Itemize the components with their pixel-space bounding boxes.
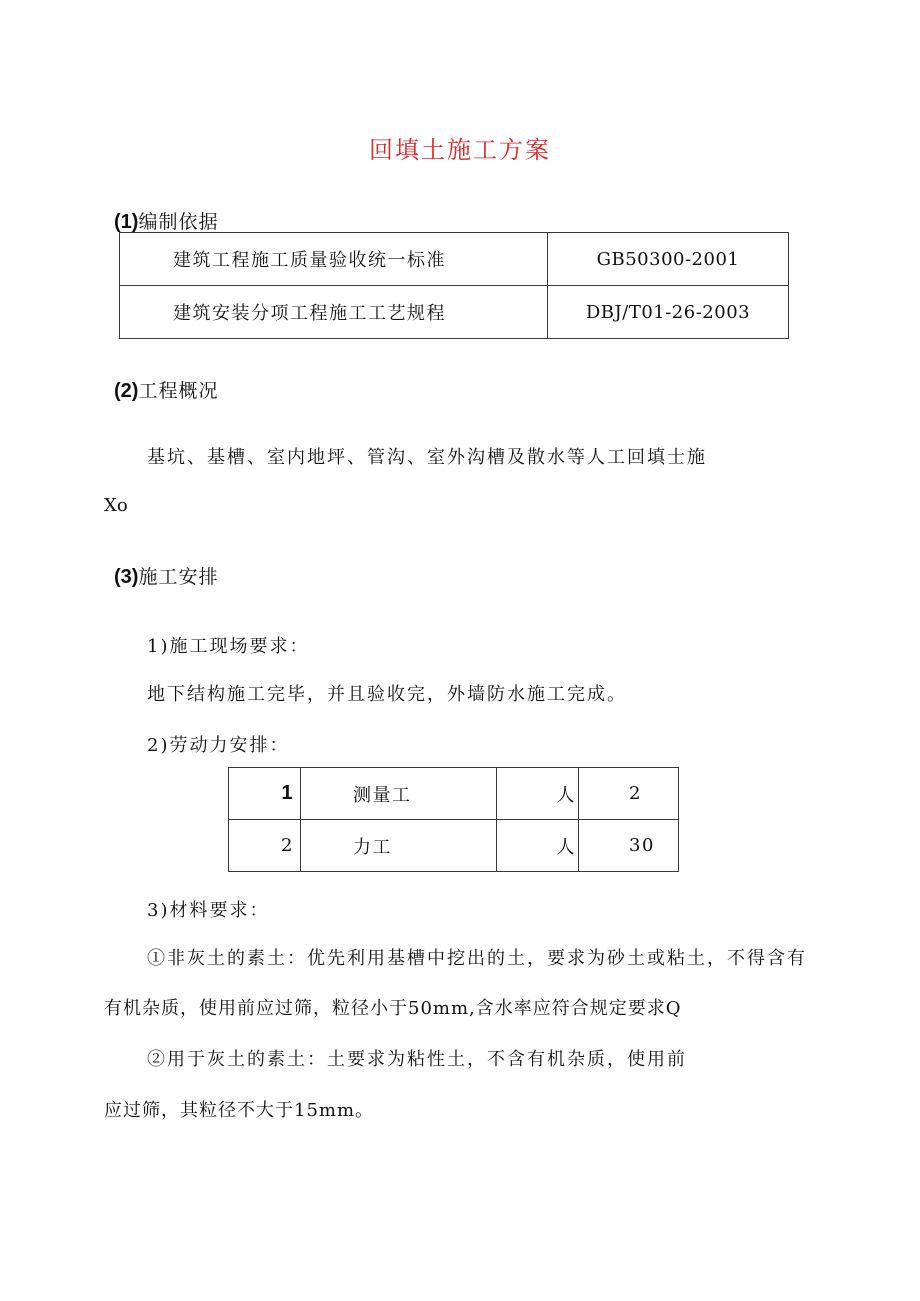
- section-1-number: (1): [114, 211, 139, 233]
- section-2-title: 工程概况: [138, 380, 219, 402]
- table-row: [120, 286, 789, 339]
- standard-code: GB50300-2001: [548, 233, 789, 286]
- site-requirement-label: 1)施工现场要求：: [147, 636, 310, 657]
- overview-text-line-1: 基坑、基槽、室内地坪、管沟、室外沟槽及散水等人工回填士施: [147, 447, 707, 468]
- labor-no: 2: [229, 820, 301, 872]
- page-title: 回填土施工方案: [369, 136, 551, 164]
- labor-trade: 测量工: [301, 768, 497, 820]
- site-requirement-text: 地下结构施工完毕，并且验收完，外墙防水施工完成。: [147, 684, 627, 705]
- material-label: 3)材料要求：: [147, 900, 270, 921]
- table-row: [229, 820, 679, 872]
- table-row: [120, 233, 789, 286]
- labor-table: [228, 767, 679, 872]
- section-3-title: 施工安排: [138, 566, 219, 588]
- labor-count: 2: [579, 768, 679, 820]
- section-2-number: (2): [114, 380, 139, 402]
- material-2-line-1: ②用于灰土的素土：土要求为粘性土，不含有机杂质，使用前: [147, 1049, 687, 1070]
- labor-trade: 力工: [301, 820, 497, 872]
- section-1-title: 编制依据: [138, 211, 219, 233]
- labor-count: 30: [579, 820, 679, 872]
- table-row: [229, 768, 679, 820]
- section-2-heading: [114, 376, 218, 403]
- section-3-heading: [114, 562, 218, 589]
- material-2-line-2: 应过筛，其粒径不大于15mm。: [104, 1100, 375, 1121]
- standard-code: DBJ/T01-26-2003: [548, 286, 789, 339]
- section-1-heading: [114, 207, 218, 234]
- material-1-line-2: 有机杂质，使用前应过筛，粒径小于50mm,含水率应符合规定要求Q: [104, 998, 682, 1019]
- labor-unit: 人: [497, 820, 579, 872]
- standard-name: 建筑安装分项工程施工工艺规程: [120, 286, 548, 339]
- overview-text-line-2: Xo: [104, 495, 128, 516]
- standards-table: [119, 232, 789, 339]
- labor-unit: 人: [497, 768, 579, 820]
- standard-name: 建筑工程施工质量验收统一标准: [120, 233, 548, 286]
- labor-no: 1: [229, 768, 301, 820]
- labor-label: 2)劳动力安排：: [147, 735, 290, 756]
- material-1-line-1: ①非灰土的素土：优先利用基槽中挖出的土，要求为砂土或粘土，不得含有: [147, 948, 807, 969]
- section-3-number: (3): [114, 566, 139, 588]
